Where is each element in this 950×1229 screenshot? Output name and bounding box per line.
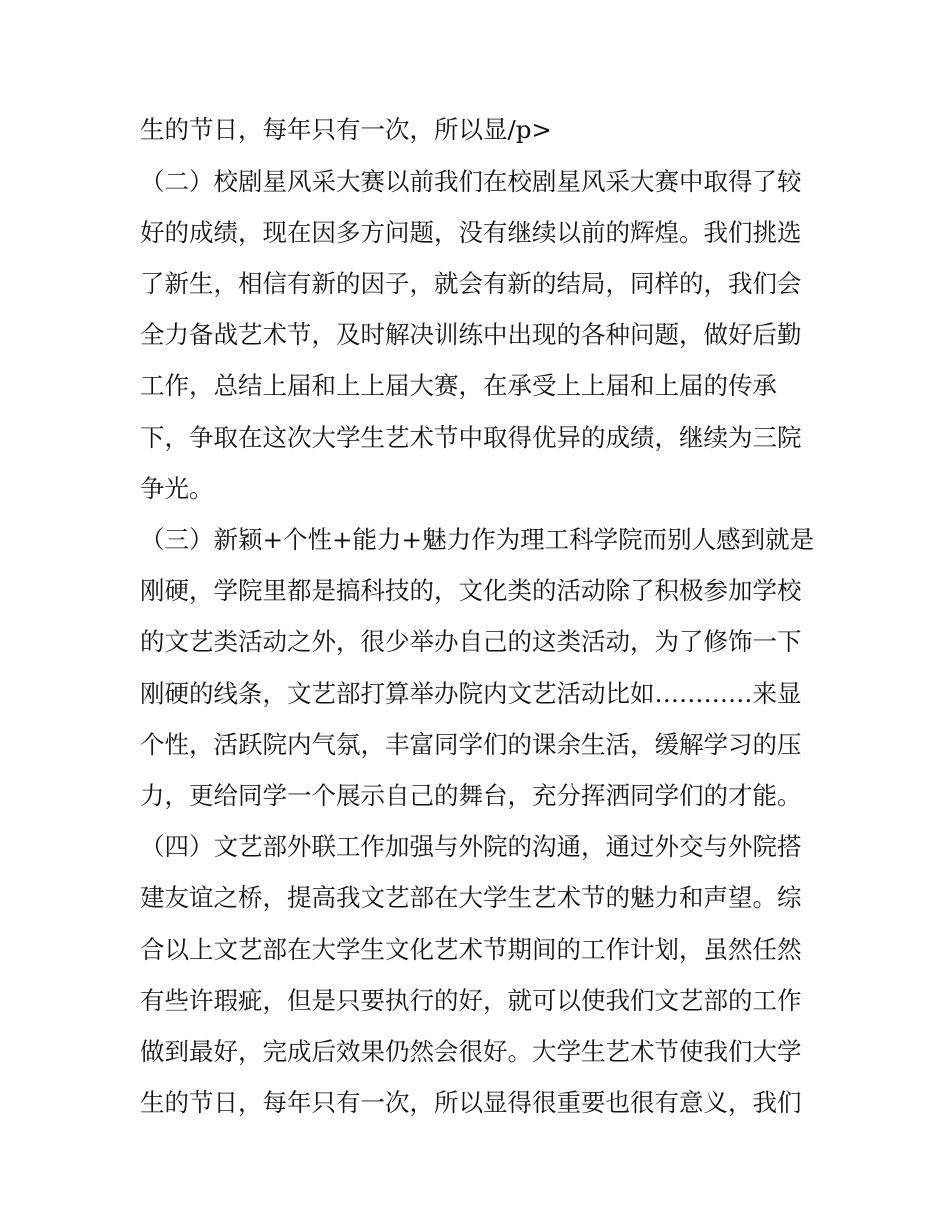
text-line: （二）校剧星风采大赛以前我们在校剧星风采大赛中取得了较 <box>140 167 802 196</box>
text-line: 全力备战艺术节，及时解决训练中出现的各种问题，做好后勤 <box>140 320 802 349</box>
text-line: 好的成绩，现在因多方问题，没有继续以前的辉煌。我们挑选 <box>140 218 802 247</box>
text-line: 有些许瑕疵，但是只要执行的好，就可以使我们文艺部的工作 <box>140 986 802 1015</box>
text-line: 工作，总结上届和上上届大赛，在承受上上届和上届的传承 <box>140 371 777 400</box>
text-line: 生的节日，每年只有一次，所以显/p> <box>140 115 552 144</box>
text-line: 个性，活跃院内气氛，丰富同学们的课余生活，缓解学习的压 <box>140 730 802 759</box>
text-line: 了新生，相信有新的因子，就会有新的结局，同样的，我们会 <box>140 269 802 298</box>
text-line: 的文艺类活动之外，很少举办自己的这类活动，为了修饰一下 <box>140 627 802 656</box>
text-line: 合以上文艺部在大学生文化艺术节期间的工作计划，虽然任然 <box>140 935 802 964</box>
text-line: 争光。 <box>140 474 214 503</box>
text-line: 力，更给同学一个展示自己的舞台，充分挥洒同学们的才能。 <box>140 781 802 810</box>
text-line: 下，争取在这次大学生艺术节中取得优异的成绩，继续为三院 <box>140 423 802 452</box>
text-line: （四）文艺部外联工作加强与外院的沟通，通过外交与外院搭 <box>140 832 802 861</box>
text-line: 刚硬的线条，文艺部打算举办院内文艺活动比如…………来显 <box>140 679 802 708</box>
text-line: 生的节日，每年只有一次，所以显得很重要也很有意义，我们 <box>140 1088 802 1117</box>
text-line: 刚硬，学院里都是搞科技的，文化类的活动除了积极参加学校 <box>140 576 802 605</box>
text-line: 做到最好，完成后效果仍然会很好。大学生艺术节使我们大学 <box>140 1037 802 1066</box>
text-line: 建友谊之桥，提高我文艺部在大学生艺术节的魅力和声望。综 <box>140 883 802 912</box>
text-line: （三）新颖+个性+能力+魅力作为理工科学院而别人感到就是 <box>140 525 815 554</box>
